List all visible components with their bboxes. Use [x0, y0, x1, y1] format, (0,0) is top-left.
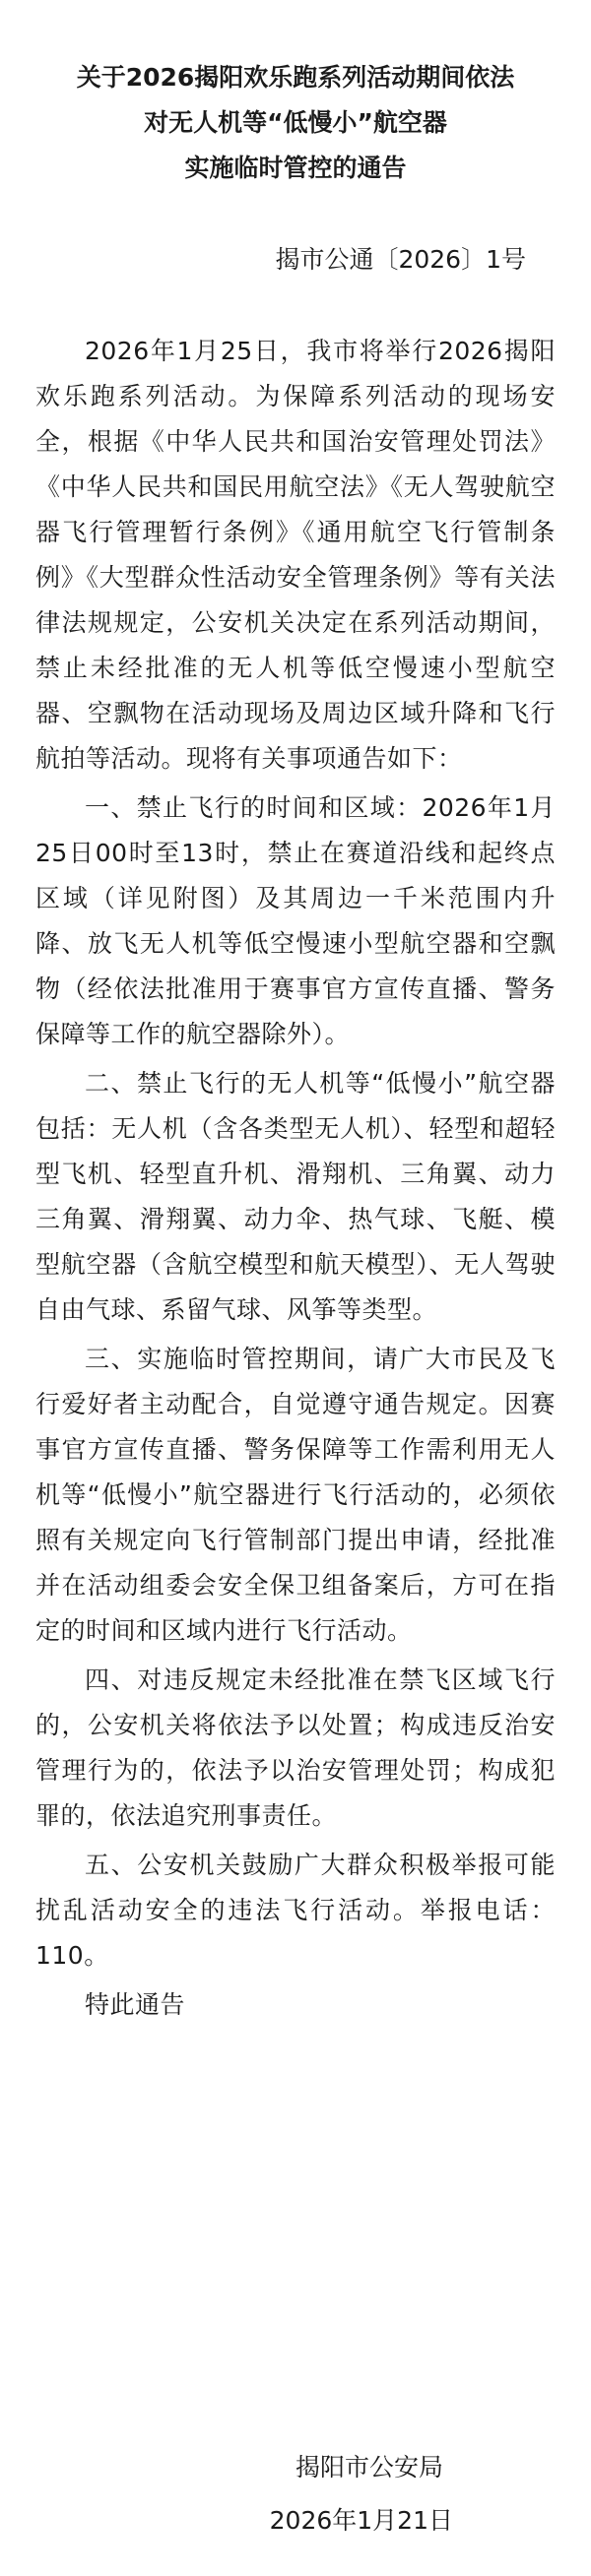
signature-organization: 揭阳市公安局	[295, 2453, 443, 2482]
paragraph-item-2: 二、禁止飞行的无人机等“低慢小”航空器包括：无人机（含各类型无人机）、轻型和超轻型飞机、轻型直升机、滑翔机、三角翼、动力三角翼、滑翔翼、动力伞、热气球、飞艇、模型航空器（含航空模型和航天模型）、无人驾驶自由气球、系留气球、风筝等类型。	[35, 1069, 556, 1324]
title-line-1: 关于2026揭阳欢乐跑系列活动期间依法	[76, 63, 515, 92]
notice-title	[35, 55, 556, 191]
signature-date: 2026年1月21日	[269, 2506, 453, 2535]
paragraph-intro: 2026年1月25日，我市将举行2026揭阳欢乐跑系列活动。为保障系列活动的现场安全，根据《中华人民共和国治安管理处罚法》《中华人民共和国民用航空法》《无人驾驶航空器飞行管理暂行条例》《通用航空飞行管制条例》《大型群众性活动安全管理条例》等有关法律法规规定，公安机关决定在系列活动期间，禁止未经批准的无人机等低空慢速小型航空器、空飘物在活动现场及周边区域升降和飞行航拍等活动。现将有关事项通告如下：	[35, 337, 556, 773]
title-line-3: 实施临时管控的通告	[184, 154, 407, 182]
paragraph-item-4: 四、对违反规定未经批准在禁飞区域飞行的，公安机关将依法予以处置；构成违反治安管理行为的，依法予以治安管理处罚；构成犯罪的，依法追究刑事责任。	[35, 1665, 556, 1830]
paragraph-item-5: 五、公安机关鼓励广大群众积极举报可能扰乱活动安全的违法飞行活动。举报电话：110。	[35, 1851, 556, 1970]
paragraph-item-3: 三、实施临时管控期间，请广大市民及飞行爱好者主动配合，自觉遵守通告规定。因赛事官方宣传直播、警务保障等工作需利用无人机等“低慢小”航空器进行飞行活动的，必须依照有关规定向飞行管制部门提出申请，经批准并在活动组委会安全保卫组备案后，方可在指定的时间和区域内进行飞行活动。	[35, 1345, 556, 1645]
document-number: 揭市公通〔2026〕1号	[275, 245, 526, 274]
paragraph-item-1: 一、禁止飞行的时间和区域：2026年1月25日00时至13时，禁止在赛道沿线和起终点区域（详见附图）及其周边一千米范围内升降、放飞无人机等低空慢速小型航空器和空飘物（经依法批准用于赛事官方宣传直播、警务保障等工作的航空器除外）。	[35, 793, 556, 1048]
paragraph-closing: 特此通告	[85, 1990, 186, 2019]
title-line-2: 对无人机等“低慢小”航空器	[144, 108, 447, 137]
notice-body	[35, 329, 556, 2028]
